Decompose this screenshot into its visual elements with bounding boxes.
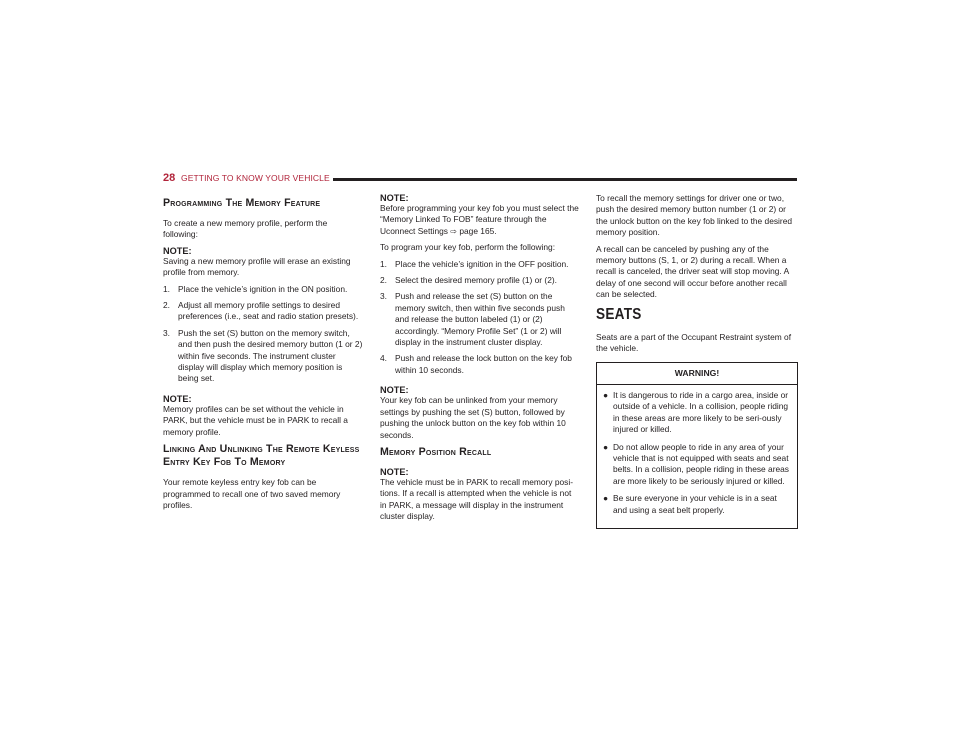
page-reference[interactable]: page 165. (459, 225, 497, 236)
note-text: The vehicle must be in PARK to recall memory posi-tions. If a recall is attempted when the vehicle is not in PARK, a message will display in the instrument cluster display. (380, 476, 574, 522)
heading-seats: SEATS (596, 305, 642, 323)
column-3 (596, 193, 798, 529)
seats-text: Seats are a part of the Occupant Restraint system of the vehicle. (596, 331, 792, 354)
column-1 (163, 193, 364, 516)
bullet-icon: ● (603, 441, 609, 452)
cancel-text: A recall can be canceled by pushing any of the memory buttons (S, 1, or 2) during a recall. When a recall is canceled, the driver seat will stop moving. A delay of one second will occur before another recall can be selected. (596, 243, 789, 300)
programming-steps (163, 284, 364, 385)
intro-text: To create a new memory profile, perform the following: (163, 218, 328, 240)
heading-programming-memory: Programming The Memory Feature (163, 197, 321, 209)
list-item: 2. Select the desired memory profile (1) or (2). (380, 275, 557, 286)
note-label: NOTE: (380, 193, 409, 203)
intro-text: To program your key fob, perform the following: (380, 242, 556, 253)
list-item: ● Do not allow people to ride in any area of your vehicle that is not equipped with seats and seat belts. In a collision, people riding in these areas are more likely to be seriously injured or killed. (603, 441, 789, 486)
list-item: 4. Push and release the lock button on the key fob within 10 seconds. (380, 353, 572, 375)
key-fob-steps (380, 259, 580, 377)
list-item: 2. Adjust all memory profile settings to desired preferences (i.e., seat and radio station presets). (163, 300, 359, 322)
list-item: ● It is dangerous to ride in a cargo area, inside or outside of a vehicle. In a collision, people riding in these areas are more likely to be seri-ously injured or killed. (603, 389, 789, 435)
heading-linking-key-fob: Linking And Unlinking The Remote Keyless Entry Key Fob To Memory (163, 443, 360, 469)
linking-text: Your remote keyless entry key fob can be programmed to recall one of two saved memory profiles. (163, 477, 341, 510)
note-text: Before programming your key fob you must select the “Memory Linked To FOB” feature through the Uconnect Settings ⇨ page 165. (380, 203, 579, 236)
page-header (163, 172, 797, 186)
warning-list (597, 385, 797, 528)
note-label: NOTE: (380, 466, 409, 477)
section-title: GETTING TO KNOW YOUR VEHICLE (181, 173, 330, 183)
recall-text: To recall the memory settings for driver one or two, push the desired memory button number (1 or 2) or the unlock button on the key fob linked to the desired memory position. (596, 193, 793, 238)
note-text: Your key fob can be unlinked from your memory settings by pushing the set (S) button, followed by pushing the unlock button on the key fob within 10 seconds. (380, 395, 566, 440)
note-label: NOTE: (380, 385, 409, 396)
bullet-icon: ● (603, 389, 609, 400)
note-text: Memory profiles can be set without the vehicle in PARK, but the vehicle must be in PARK to recall a memory profile. (163, 403, 348, 437)
list-item: 3. Push the set (S) button on the memory switch, and then push the desired memory button (1 or 2) within five seconds. The instrument cluster display will display which memory position is being set. (163, 327, 363, 384)
header-rule (333, 178, 797, 181)
page-number: 28 (163, 172, 176, 184)
warning-box (596, 362, 798, 528)
list-item: ● Be sure everyone in your vehicle is in a seat and using a seat belt properly. (603, 493, 777, 515)
heading-memory-recall: Memory Position Recall (380, 445, 492, 458)
note-label: NOTE: (163, 393, 192, 404)
note-label: NOTE: (163, 245, 192, 256)
note-text: Saving a new memory profile will erase an existing profile from memory. (163, 255, 351, 278)
list-item: 3. Push and release the set (S) button on the memory switch, then within five seconds push and release the button labeled (1) or (2) accordingly. “Memory Profile Set” (1 or 2) will display in the instrument cluster display. (380, 291, 565, 348)
arrow-right-icon: ⇨ (450, 226, 458, 236)
column-2 (380, 193, 580, 528)
list-item: 1. Place the vehicle’s ignition in the OFF position. (380, 258, 569, 269)
warning-title: WARNING! (597, 363, 797, 384)
bullet-icon: ● (603, 493, 609, 504)
list-item: 1. Place the vehicle’s ignition in the ON position. (163, 283, 348, 294)
